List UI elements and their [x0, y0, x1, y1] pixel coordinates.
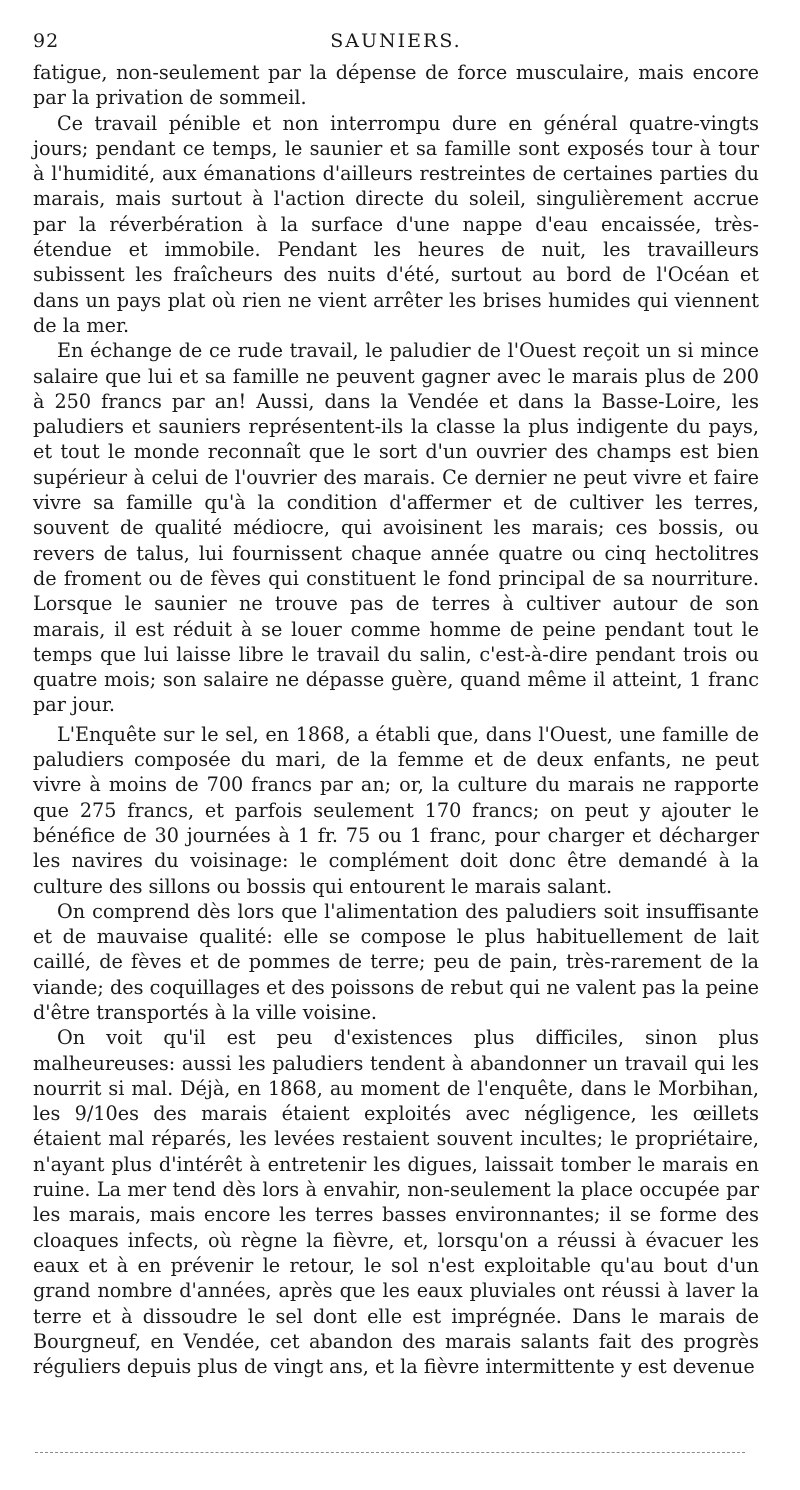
paragraph-4: L'Enquête sur le sel, en 1868, a établi que, dans l'Ouest, une famille de paludiers composée du mari, de la femme et de deux enfants, ne peut vivre à moins de 700 francs par an; or, la culture du marais ne rapporte que 275 francs, et parfois seulement 170 francs; on peut y ajouter le bénéfice de 30 journées à 1 fr. 75 ou 1 franc, pour charger et décharger les navires du voisinage: le complément doit donc être demandé à la culture des sillons ou bossis qui entourent le marais salant.	[33, 722, 759, 898]
running-title: SAUNIERS.	[330, 30, 462, 52]
paragraph-5: On comprend dès lors que l'alimentation des paludiers soit insuffisante et de mauvaise qualité: elle se compose le plus habituellement de lait caillé, de fèves et de pommes de terre; peu de pain, très-rarement de la viande; des coquillages et des poissons de rebut qui ne valent pas la peine d'être transportés à la ville voisine.	[33, 899, 759, 1024]
document-page	[33, 30, 759, 1379]
paragraph-6: On voit qu'il est peu d'existences plus difficiles, sinon plus malheureuses: aussi les paludiers tendent à abandonner un travail qui les nourrit si mal. Déjà, en 1868, au moment de l'enquête, dans le Morbihan, les 9/10es des marais étaient exploités avec négligence, les œillets étaient mal réparés, les levées restaient souvent incultes; le propriétaire, n'ayant plus d'intérêt à entretenir les digues, laissait tomber le marais en ruine. La mer tend dès lors à envahir, non-seulement la place occupée par les marais, mais encore les terres basses environnantes; il se forme des cloaques infects, où règne la fièvre, et, lorsqu'on a réussi à évacuer les eaux et à en prévenir le retour, le sol n'est exploitable qu'au bout d'un grand nombre d'années, après que les eaux pluviales ont réussi à laver la terre et à dissoudre le sel dont elle est imprégnée. Dans le marais de Bourgneuf, en Vendée, cet abandon des marais salants fait des progrès réguliers depuis plus de vingt ans, et la fièvre intermittente y est devenue	[33, 1026, 759, 1379]
paragraph-2: Ce travail pénible et non interrompu dure en général quatre-vingts jours; pendant ce temps, le saunier et sa famille sont exposés tour à tour à l'humidité, aux émanations d'ailleurs restreintes de certaines parties du marais, mais surtout à l'action directe du soleil, singulièrement accrue par la réverbération à la surface d'une nappe d'eau encaissée, très-étendue et immobile. Pendant les heures de nuit, les travailleurs subissent les fraîcheurs des nuits d'été, surtout au bord de l'Océan et dans un pays plat où rien ne vient arrêter les brises humides qui viennent de la mer.	[33, 111, 759, 337]
page-header	[33, 30, 759, 60]
paragraph-1: fatigue, non-seulement par la dépense de force musculaire, mais encore par la privation de sommeil.	[33, 61, 759, 110]
footer-dotted-rule	[35, 1452, 745, 1453]
paragraph-3: En échange de ce rude travail, le paludier de l'Ouest reçoit un si mince salaire que lui et sa famille ne peuvent gagner avec le marais plus de 200 à 250 francs par an! Aussi, dans la Vendée et dans la Basse-Loire, les paludiers et sauniers représentent-ils la classe la plus indigente du pays, et tout le monde reconnaît que le sort d'un ouvrier des champs est bien supérieur à celui de l'ouvrier des marais. Ce dernier ne peut vivre et faire vivre sa famille qu'à la condition d'affermer et de cultiver les terres, souvent de qualité médiocre, qui avoisinent les marais; ces bossis, ou revers de talus, lui fournissent chaque année quatre ou cinq hectolitres de froment ou de fèves qui constituent le fond principal de sa nourriture. Lorsque le saunier ne trouve pas de terres à cultiver autour de son marais, il est réduit à se louer comme homme de peine pendant tout le temps que lui laisse libre le travail du salin, c'est-à-dire pendant trois ou quatre mois; son salaire ne dépasse guère, quand même il atteint, 1 franc par jour.	[33, 339, 759, 717]
body-text	[33, 60, 759, 1379]
page-number: 92	[33, 30, 60, 52]
